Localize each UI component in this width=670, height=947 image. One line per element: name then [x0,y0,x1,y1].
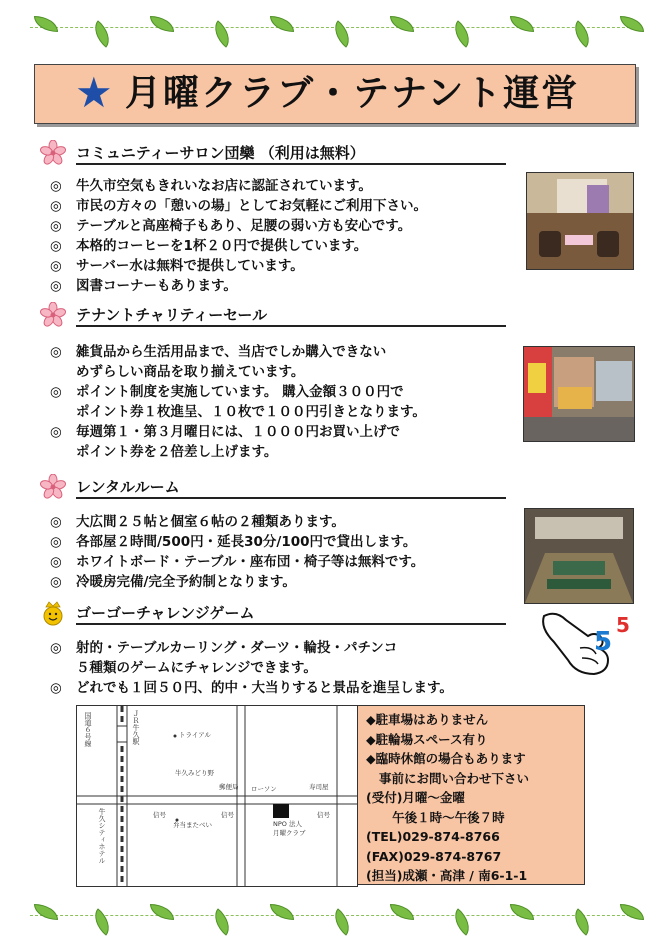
info-tel: (TEL)029-874-8766 [366,829,500,844]
list-item: ◎ どれでも１回５０円、的中・大当りすると景品を進呈します。 [50,680,453,696]
section-title: テナントチャリティーセール [76,306,268,324]
salon-photo [526,172,634,270]
map-sushi-label: 寿司屋 [309,783,329,791]
info-line: ◆駐輪場スペース有り [366,731,488,747]
title-banner [34,64,636,124]
list-item: ◎ 毎週第１・第３月曜日には、１０００円お買い上げで ポイント券を２倍差し上げます。 [50,424,400,460]
list-item: ◎ 各部屋２時間/500円・延長30分/100円で貸出します。 [50,534,417,550]
info-box [357,705,585,885]
badge-right-number: 5 [616,613,630,637]
list-item: ◎ 射的・テーブルカーリング・ダーツ・輪投・パチンコ ５種類のゲームにチャレンジできます。 [50,640,398,676]
list-item: ◎ 本格的コーヒーを1杯２０円で提供しています。 [50,238,368,254]
info-line: ◆臨時休館の場合もあります [366,751,526,766]
list-item: ◎ 大広間２５帖と個室６帖の２種類あります。 [50,514,345,530]
section-game-list [50,638,453,698]
info-line: ◆駐車場はありません [366,712,489,727]
star-icon: ★ [75,68,113,117]
info-line: 午後１時～午後７時 [366,809,505,825]
map-post-label: 郵便局 [219,783,239,791]
map-signal-label: 信号 [153,811,166,819]
map-trial-label: トライアル [179,731,211,739]
info-contact: (担当)成瀬・高津 / 南6-1-1 [366,868,528,883]
info-fax: (FAX)029-874-8767 [366,848,502,864]
list-item: ◎ 冷暖房完備/完全予約制となります。 [50,574,296,590]
map-npo-label: NPO 法人 月曜クラブ [273,820,306,837]
section-title: コミュニティーサロン団欒 （利用は無料） [76,144,365,162]
rental-room-photo [524,508,634,604]
info-line: 事前にお問い合わせ下さい [366,770,530,786]
section-salon-list [50,176,427,296]
top-leaf-border [0,12,670,42]
access-map [76,705,358,887]
map-hotel-label: 牛久シティホテル [98,808,106,864]
list-item: ◎ 図書コーナーもあります。 [50,278,237,294]
list-item: ◎ 雑貨品から生活用品まで、当店でしか購入できない めずらしい商品を取り揃えています。 [50,344,387,380]
map-lawson-label: ローソン [251,785,277,793]
map-signal-label: 信号 [317,811,330,819]
map-kokudo-label: 国道６号線 [84,712,92,747]
section-title: ゴーゴーチャレンジゲーム [76,604,255,622]
map-midorino-label: 牛久みどり野 [175,769,214,777]
bottom-leaf-border [0,900,670,930]
list-item: ◎ テーブルと高座椅子もあり、足腰の弱い方も安心です。 [50,218,412,234]
info-line: (受付)月曜～金曜 [366,790,465,805]
sakura-icon [40,140,66,166]
section-title: レンタルルーム [76,478,180,496]
list-item: ◎ ホワイトボード・テーブル・座布団・椅子等は無料です。 [50,554,425,570]
hand-five-illustration [536,608,636,686]
page-title: 月曜クラブ・テナント運営 [125,73,580,114]
charity-photo [523,346,635,442]
map-jr-label: ＪＲ牛久駅 [132,710,140,745]
badge-left-number: 5 [594,627,613,657]
map-bento-label: 弁当またべい [173,821,212,829]
list-item: ◎ 牛久市空気もきれいなお店に認証されています。 [50,178,372,194]
list-item: ◎ ポイント制度を実施しています。 購入金額３００円で ポイント券１枚進呈、１０枚で１００円引きとなります。 [50,384,426,420]
section-charity-list [50,342,426,462]
sakura-icon [40,302,66,328]
map-signal-label: 信号 [221,811,234,819]
list-item: ◎ サーバー水は無料で提供しています。 [50,258,304,274]
smiley-crown-icon [40,600,66,626]
section-rental-list [50,512,424,592]
sakura-icon [40,474,66,500]
list-item: ◎ 市民の方々の「憩いの場」としてお気軽にご利用下さい。 [50,198,427,214]
